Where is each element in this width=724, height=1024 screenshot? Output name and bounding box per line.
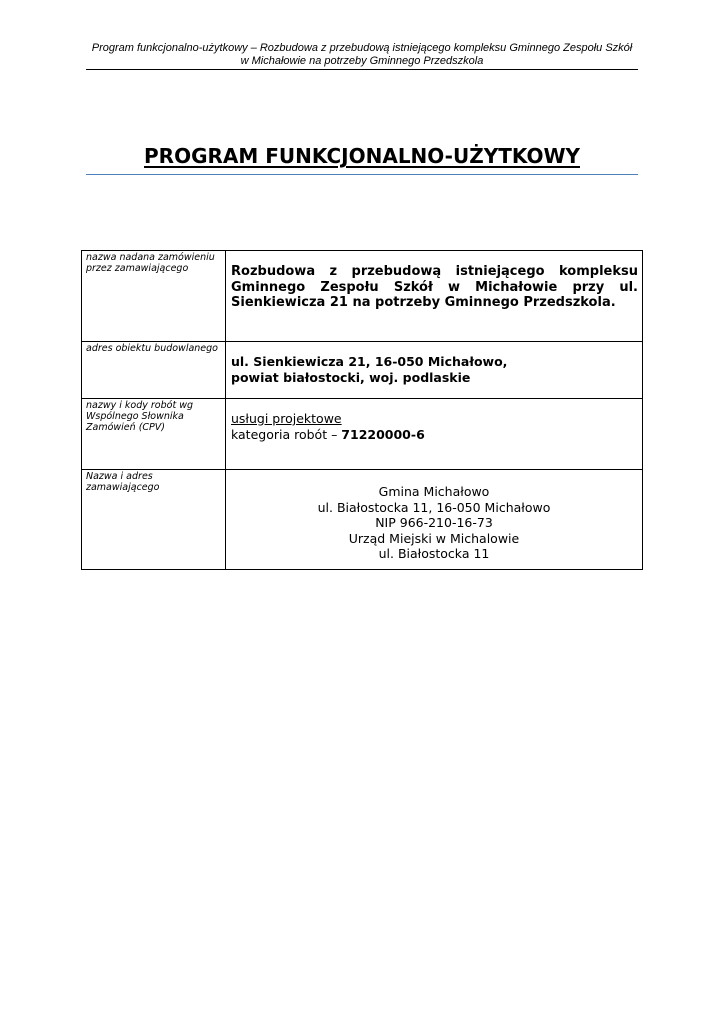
- header-line-2: w Michałowie na potrzeby Gminnego Przedszkola: [240, 55, 484, 67]
- service-type-text: usługi projektowe: [231, 411, 342, 426]
- cpv-code-text: 71220000-6: [341, 426, 425, 442]
- contracting-party-line-3: NIP 966-210-16-73: [375, 515, 493, 530]
- document-title: PROGRAM FUNKCJONALNO-UŻYTKOWY: [144, 144, 580, 168]
- table-row: [82, 251, 643, 342]
- table-row: [82, 342, 643, 399]
- table-row: [82, 399, 643, 470]
- header-divider: [86, 69, 638, 70]
- building-address-line-1: ul. Sienkiewicza 21, 16-050 Michałowo,: [231, 354, 508, 369]
- row-label-contracting-party: Nazwa i adres zamawiającego: [82, 470, 226, 570]
- contracting-party-line-1: Gmina Michałowo: [378, 484, 490, 499]
- row-label-order-name: nazwa nadana zamówieniu przez zamawiającego: [82, 251, 226, 342]
- contracting-party-line-5: ul. Białostocka 11: [378, 546, 490, 561]
- title-divider: [86, 174, 638, 175]
- row-value-building-address: [226, 342, 643, 399]
- header-line-1: Program funkcjonalno-użytkowy – Rozbudowa z przebudową istniejącego kompleksu Gminnego Zespołu Szkół: [91, 42, 633, 54]
- row-value-order-name: [226, 251, 643, 342]
- table-row: [82, 470, 643, 570]
- info-table: [81, 250, 643, 570]
- contracting-party-line-2: ul. Białostocka 11, 16-050 Michałowo: [317, 499, 551, 515]
- contracting-party-line-4: Urząd Miejski w Michalowie: [348, 530, 520, 546]
- row-value-cpv-codes: [226, 399, 643, 470]
- row-value-contracting-party: [226, 470, 643, 570]
- category-prefix-text: kategoria robót –: [231, 426, 342, 442]
- order-name-text: Rozbudowa z przebudową istniejącego kompleksu Gminnego Zespołu Szkół w Michałowie przy ul. Sienkiewicza 21 na potrzeby Gminnego Przedszkola.: [231, 264, 638, 310]
- row-label-cpv-codes: nazwy i kody robót wg Wspólnego Słownika Zamówień (CPV): [82, 399, 226, 470]
- page-header: [86, 42, 638, 68]
- row-label-building-address: adres obiektu budowlanego: [82, 342, 226, 399]
- building-address-line-2: powiat białostocki, woj. podlaskie: [231, 369, 471, 385]
